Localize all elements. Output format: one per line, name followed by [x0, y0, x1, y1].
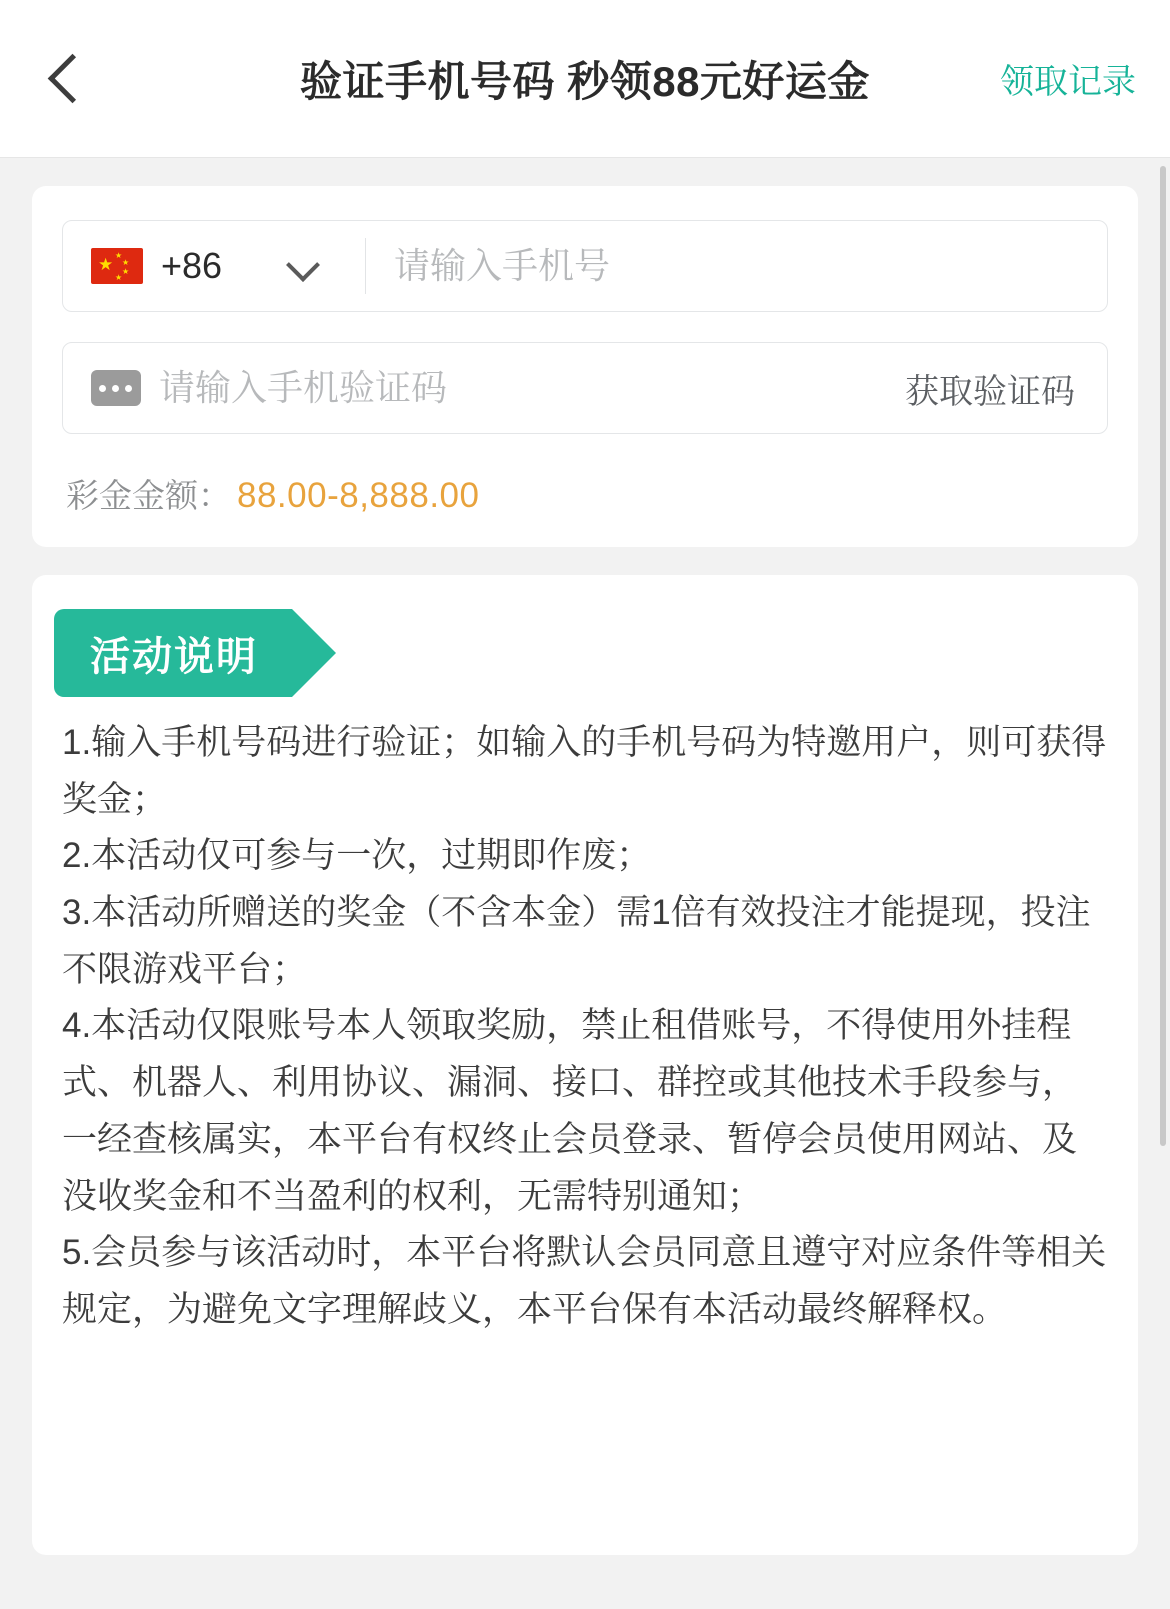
rules-text-body	[32, 715, 1138, 1339]
verification-form-card	[32, 186, 1138, 547]
china-flag-icon: ★ ★ ★ ★ ★	[91, 248, 143, 284]
claim-records-link[interactable]: 领取记录	[1000, 63, 1136, 101]
rule-item: 4.本活动仅限账号本人领取奖励，禁止租借账号，不得使用外挂程式、机器人、利用协议、漏洞、接口、群控或其他技术手段参与，一经查核属实，本平台有权终止会员登录、暂停会员使用网站、及没收奖金和不当盈利的权利，无需特别通知；	[62, 1006, 1078, 1216]
scroll-content	[0, 158, 1170, 1609]
rule-item: 2.本活动仅可参与一次，过期即作废；	[62, 836, 652, 876]
rule-item: 1.输入手机号码进行验证；如输入的手机号码为特邀用户，则可获得奖金；	[62, 723, 1107, 819]
back-button[interactable]	[12, 24, 122, 134]
ribbon-arrow-shape	[292, 609, 336, 697]
bonus-amount-label: 彩金金额：	[66, 477, 231, 514]
code-field-row	[62, 342, 1108, 434]
bonus-amount-row	[62, 470, 1108, 517]
rules-ribbon-label: 活动说明	[90, 634, 258, 679]
country-code-select[interactable]	[63, 221, 365, 311]
app-header	[0, 0, 1170, 158]
activity-rules-card	[32, 575, 1138, 1555]
phone-input[interactable]	[366, 245, 1107, 287]
verification-code-input[interactable]	[141, 367, 905, 409]
chevron-left-icon	[47, 54, 96, 103]
bonus-amount-value: 88.00-8,888.00	[237, 476, 480, 515]
get-code-button[interactable]: 获取验证码	[905, 372, 1075, 411]
rule-item: 3.本活动所赠送的奖金（不含本金）需1倍有效投注才能提现，投注不限游戏平台；	[62, 893, 1091, 989]
dial-code-label: +86	[161, 245, 223, 286]
page-title: 验证手机号码 秒领88元好运金	[300, 57, 870, 105]
rule-item: 5.会员参与该活动时，本平台将默认会员同意且遵守对应条件等相关规定，为避免文字理解歧义，本平台保有本活动最终解释权。	[62, 1233, 1107, 1329]
scrollbar-thumb[interactable]	[1160, 166, 1166, 1146]
chevron-down-icon	[286, 248, 320, 282]
phone-field-row	[62, 220, 1108, 312]
scrollbar[interactable]	[1160, 166, 1166, 1546]
sms-code-icon	[91, 370, 141, 406]
rules-ribbon	[54, 609, 1138, 697]
